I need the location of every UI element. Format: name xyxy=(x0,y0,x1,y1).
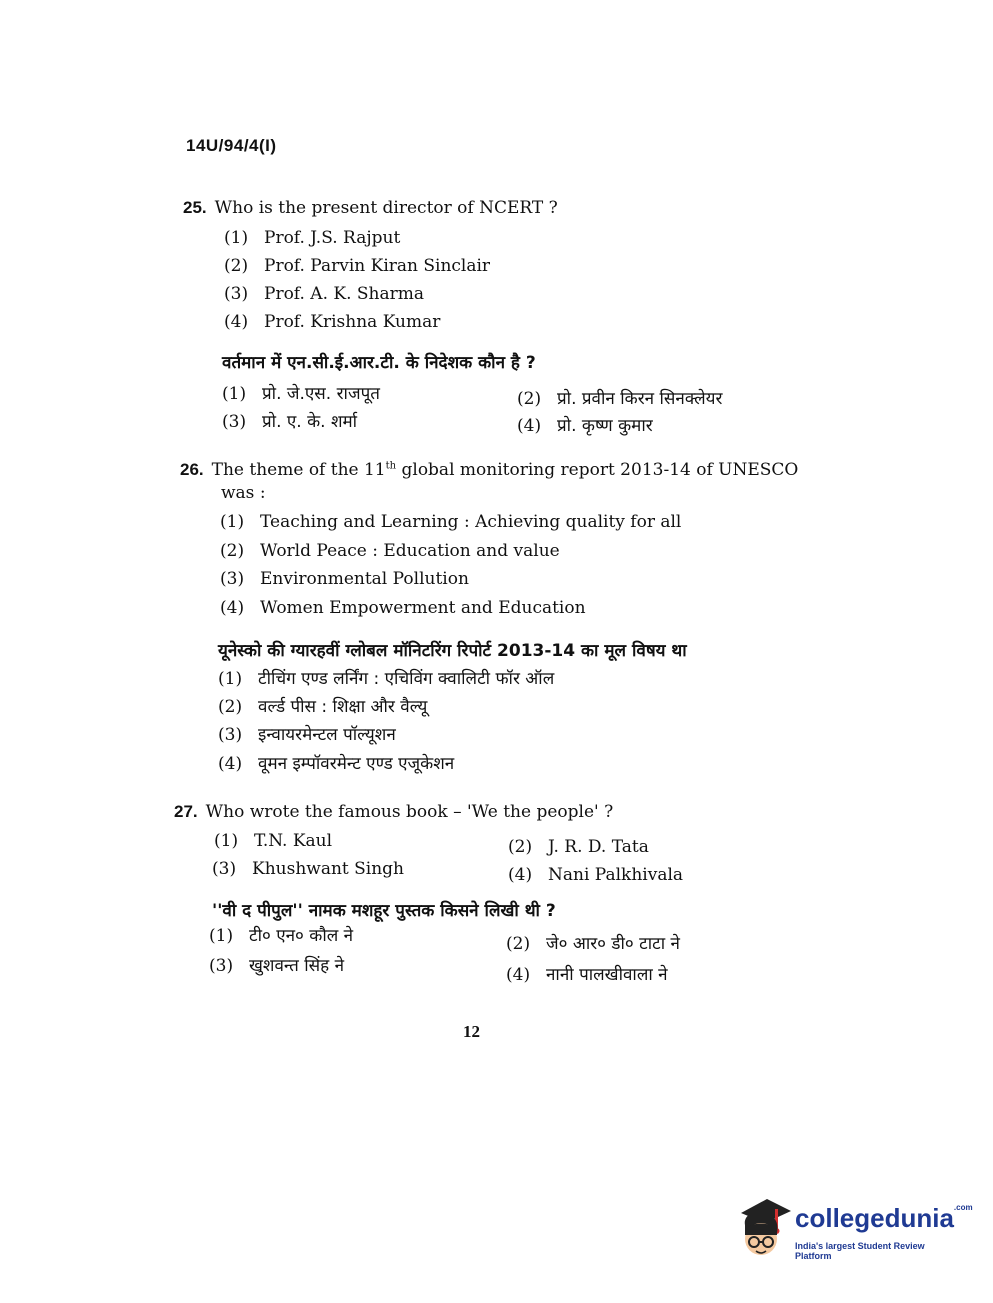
question-number: 25. xyxy=(183,198,207,217)
option-hi-2: (2) वर्ल्ड पीस : शिक्षा और वैल्यू xyxy=(218,697,428,717)
question-text-hi: ''वी द पीपुल'' नामक मशहूर पुस्तक किसने लिखी थी ? xyxy=(212,901,556,921)
option-hi-1: (1) प्रो. जे.एस. राजपूत xyxy=(222,384,380,404)
question-text xyxy=(180,460,798,480)
option-hi-4: (4) प्रो. कृष्ण कुमार xyxy=(517,416,653,436)
question-text xyxy=(174,802,613,822)
brand-name: collegedunia$^{.com}$ xyxy=(795,1203,973,1233)
question-text-en-cont: global monitoring report 2013-14 of UNESCO xyxy=(396,460,799,480)
option-hi-3: (3) प्रो. ए. के. शर्मा xyxy=(222,412,358,432)
question-text-en: Who is the present director of NCERT ? xyxy=(214,198,558,218)
question-number: 26. xyxy=(180,460,204,479)
question-text-hi: वर्तमान में एन.सी.ई.आर.टी. के निदेशक कौन है ? xyxy=(222,353,536,373)
option-en-1: (1) T.N. Kaul xyxy=(214,831,333,851)
option-hi-2: (2) जे० आर० डी० टाटा ने xyxy=(506,934,680,954)
option-en-4: (4) Nani Palkhivala xyxy=(508,865,684,885)
option-en-3: (3) Prof. A. K. Sharma xyxy=(224,284,424,304)
question-text-en: The theme of the 11 xyxy=(211,460,386,480)
option-en-4: (4) Prof. Krishna Kumar xyxy=(224,312,441,332)
option-en-1: (1) Teaching and Learning : Achieving quality for all xyxy=(220,512,682,532)
option-hi-1: (1) टी० एन० कौल ने xyxy=(209,926,354,946)
option-en-2: (2) Prof. Parvin Kiran Sinclair xyxy=(224,256,491,276)
page-number: 12 xyxy=(463,1022,480,1041)
option-hi-1: (1) टीचिंग एण्ड लर्निंग : एचिविंग क्वालिटी फॉर ऑल xyxy=(218,669,555,689)
option-en-2: (2) J. R. D. Tata xyxy=(508,837,649,857)
brand-suffix: .com xyxy=(953,1203,973,1212)
question-text-line2: was : xyxy=(221,483,266,503)
option-en-3: (3) Khushwant Singh xyxy=(212,859,405,879)
brand-tagline: India's largest Student Review Platform xyxy=(795,1241,925,1261)
question-number: 27. xyxy=(174,802,198,821)
question-text xyxy=(183,198,558,218)
collegedunia-watermark xyxy=(733,1195,973,1265)
question-text-hi: यूनेस्को की ग्यारहवीं ग्लोबल मॉनिटरिंग रिपोर्ट 2013-14 का मूल विषय था xyxy=(218,641,687,661)
option-en-2: (2) World Peace : Education and value xyxy=(220,541,560,561)
option-hi-2: (2) प्रो. प्रवीन किरन सिनक्लेयर xyxy=(517,389,723,409)
option-hi-3: (3) खुशवन्त सिंह ने xyxy=(209,956,345,976)
page-code: 14U/94/4(I) xyxy=(186,136,277,155)
student-mascot-icon xyxy=(733,1195,793,1261)
question-text-en: Who wrote the famous book – 'We the people' ? xyxy=(205,802,614,822)
option-en-4: (4) Women Empowerment and Education xyxy=(220,598,586,618)
option-hi-4: (4) नानी पालखीवाला ने xyxy=(506,965,668,985)
option-hi-4: (4) वूमन इम्पॉवरमेन्ट एण्ड एजूकेशन xyxy=(218,754,455,774)
superscript: th xyxy=(385,460,397,472)
option-en-3: (3) Environmental Pollution xyxy=(220,569,469,589)
option-en-1: (1) Prof. J.S. Rajput xyxy=(224,228,401,248)
option-hi-3: (3) इन्वायरमेन्टल पॉल्यूशन xyxy=(218,725,396,745)
